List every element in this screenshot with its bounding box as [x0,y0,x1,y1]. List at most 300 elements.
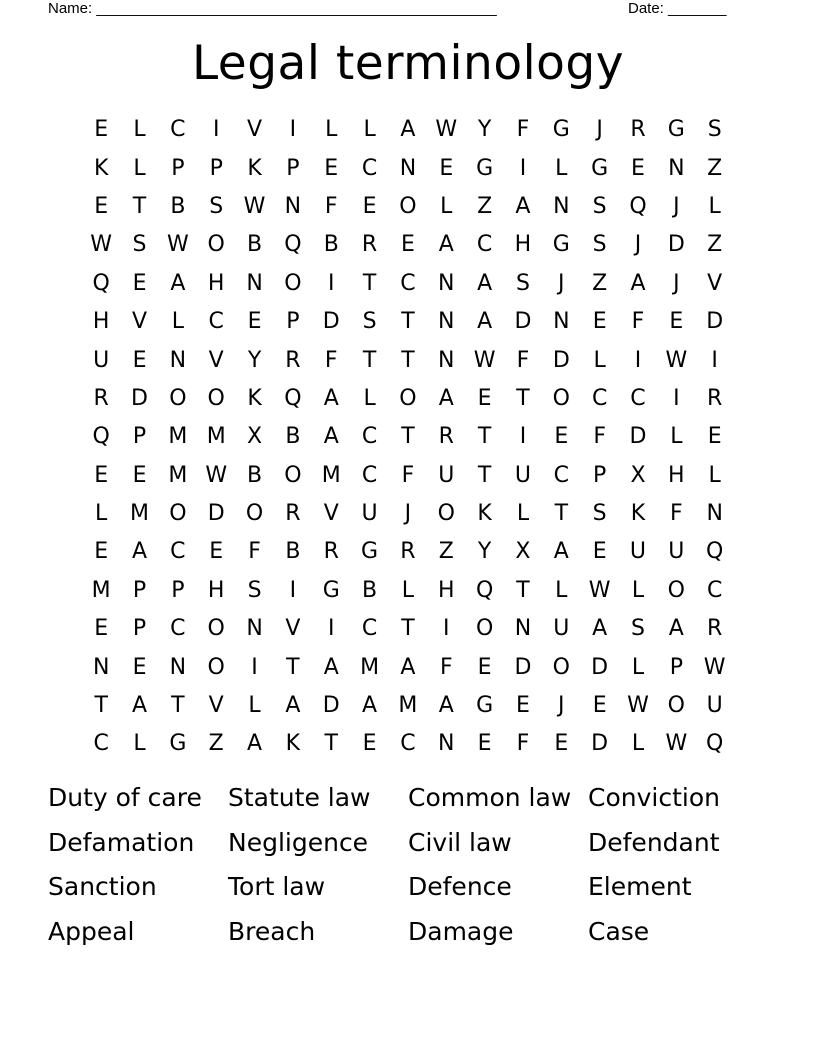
grid-cell: M [91,577,111,603]
grid-cell: N [246,270,263,296]
grid-cell: L [631,577,645,603]
grid-cell: V [208,347,224,373]
grid-cell: E [477,654,492,680]
grid-cell: O [552,654,570,680]
grid-cell: O [245,501,264,527]
grid-cell: L [133,731,146,757]
grid-row [82,687,734,725]
word-bank-item: Defendant [588,827,720,857]
grid-cell: M [398,693,418,719]
grid-cell: C [400,731,416,757]
grid-cell: T [362,347,377,373]
grid-cell: A [131,539,148,565]
grid-cell: P [132,424,147,450]
grid-cell: P [286,309,300,335]
grid-cell: N [553,309,570,335]
grid-cell: X [515,539,531,565]
grid-cell: L [440,193,453,219]
grid-cell: A [477,270,493,296]
grid-cell: G [361,539,379,565]
grid-cell: N [246,616,263,642]
grid-cell: N [438,270,455,296]
grid-cell: L [555,577,568,603]
grid-row [82,610,734,648]
grid-cell: N [514,616,532,642]
word-bank-item: Statute law [228,783,371,812]
grid-cell: W [166,232,189,258]
grid-cell: E [132,347,147,373]
page-title: Legal terminology [191,36,625,91]
grid-cell: Q [92,424,110,450]
grid-cell: E [94,193,109,219]
grid-cell: A [285,693,301,719]
grid-cell: F [670,501,683,527]
grid-cell: E [94,462,109,488]
grid-cell: I [327,616,335,642]
grid-cell: W [665,347,688,373]
grid-cell: P [171,577,185,603]
grid-cell: L [133,117,146,143]
grid-cell: O [667,577,685,603]
grid-row [82,380,734,418]
grid-cell: Z [707,232,723,258]
grid-cell: D [131,385,148,411]
grid-cell: I [251,654,258,680]
grid-cell: J [673,193,680,219]
grid-cell: E [592,539,607,565]
grid-cell: B [362,577,378,603]
grid-cell: Z [592,270,608,296]
word-bank-item: Sanction [48,872,157,902]
grid-cell: R [438,424,454,450]
grid-cell: E [324,155,339,181]
grid-row [82,188,734,226]
grid-row [82,303,734,341]
grid-cell: D [514,654,532,680]
word-bank-item: Duty of care [48,783,202,812]
grid-cell: E [554,424,569,450]
grid-cell: N [169,347,187,373]
grid-cell: R [323,539,339,565]
grid-row [82,418,734,456]
grid-cell: B [247,462,263,488]
grid-cell: S [132,232,147,258]
grid-cell: S [592,501,607,527]
grid-cell: E [132,270,147,296]
grid-cell: I [634,347,642,373]
grid-cell: O [475,616,494,642]
grid-cell: A [668,616,684,642]
grid-cell: T [286,654,300,680]
grid-cell: L [133,155,146,181]
grid-cell: Z [208,731,224,757]
grid-cell: M [130,501,149,527]
grid-cell: C [706,577,723,603]
grid-cell: C [361,155,378,181]
grid-cell: T [554,501,569,527]
word-bank-item: Common law [408,783,572,812]
grid-cell: E [669,309,684,335]
grid-cell: F [324,347,338,373]
grid-cell: A [170,270,186,296]
grid-cell: V [285,616,301,642]
grid-cell: E [400,232,415,258]
grid-cell: Q [284,232,302,258]
grid-cell: A [323,424,339,450]
grid-row [82,226,734,264]
grid-cell: C [553,462,569,488]
grid-cell: E [94,616,109,642]
grid-cell: A [131,693,148,719]
grid-cell: E [631,155,645,181]
grid-cell: E [132,462,147,488]
grid-cell: F [324,193,338,219]
grid-cell: E [247,309,262,335]
grid-cell: N [284,193,302,219]
grid-cell: E [516,693,530,719]
grid-cell: N [399,155,417,181]
grid-cell: R [630,117,646,143]
grid-cell: U [706,693,723,719]
grid-cell: T [477,462,492,488]
grid-cell: I [711,347,718,373]
grid-cell: S [592,193,607,219]
grid-row [82,265,734,303]
grid-cell: L [670,424,683,450]
grid-cell: D [322,693,340,719]
grid-cell: P [171,155,185,181]
grid-cell: Q [629,193,647,219]
grid-cell: G [322,577,340,603]
grid-cell: W [90,232,113,258]
grid-cell: J [404,501,412,527]
grid-cell: X [247,424,263,450]
grid-cell: A [592,616,608,642]
grid-cell: J [558,270,565,296]
grid-cell: L [401,577,415,603]
grid-cell: B [247,232,263,258]
grid-cell: B [170,193,186,219]
name-field[interactable]: Name: ________________________________________________ [48,0,497,17]
word-bank-item: Civil law [408,827,512,857]
grid-cell: L [325,117,338,143]
grid-cell: O [437,501,455,527]
grid-cell: O [207,616,225,642]
grid-cell: H [207,577,225,603]
grid-cell: L [631,654,645,680]
grid-cell: I [519,424,527,450]
grid-cell: W [665,731,688,757]
grid-cell: V [707,270,723,296]
grid-cell: J [596,117,603,143]
grid-cell: L [171,309,184,335]
grid-cell: G [169,731,187,757]
grid-cell: D [322,309,340,335]
grid-cell: N [438,731,455,757]
grid-cell: E [362,731,377,757]
grid-row [82,533,734,571]
grid-cell: R [361,232,378,258]
word-bank [48,777,768,956]
grid-cell: N [92,654,110,680]
grid-cell: M [168,462,188,488]
grid-cell: N [438,309,455,335]
grid-cell: R [707,616,723,642]
grid-cell: Q [706,539,724,565]
grid-cell: P [286,155,300,181]
grid-cell: M [206,424,226,450]
grid-cell: O [207,232,225,258]
grid-cell: E [707,424,722,450]
grid-cell: V [131,309,148,335]
grid-cell: A [247,731,263,757]
grid-cell: A [477,309,493,335]
grid-cell: Z [707,155,723,181]
grid-cell: W [473,347,496,373]
grid-cell: D [629,424,647,450]
grid-cell: D [514,309,532,335]
grid-row [82,648,734,686]
grid-cell: T [171,693,185,719]
word-bank-item: Defence [408,872,512,902]
grid-cell: P [593,462,607,488]
grid-cell: O [207,654,225,680]
grid-cell: F [516,731,530,757]
grid-cell: Q [92,270,110,296]
grid-cell: T [401,424,415,450]
grid-cell: Q [475,577,494,603]
grid-cell: A [515,193,531,219]
grid-cell: Z [477,193,493,219]
letter-grid [82,111,734,764]
grid-cell: T [94,693,108,719]
grid-cell: S [592,232,607,258]
grid-cell: T [401,309,415,335]
grid-cell: G [552,232,570,258]
grid-cell: A [438,693,454,719]
grid-cell: Z [438,539,454,565]
grid-cell: R [400,539,416,565]
word-bank-item: Conviction [588,783,720,812]
grid-row [82,149,734,187]
grid-cell: T [362,270,377,296]
grid-cell: F [516,347,530,373]
word-bank-item: Defamation [48,827,195,857]
grid-cell: W [703,654,726,680]
grid-cell: C [630,385,646,411]
grid-cell: P [669,654,683,680]
grid-cell: K [247,385,262,411]
grid-cell: O [207,385,225,411]
grid-cell: T [477,424,492,450]
grid-cell: R [285,501,301,527]
grid-cell: T [401,347,415,373]
grid-cell: E [592,693,607,719]
grid-cell: Q [284,385,302,411]
grid-cell: O [399,193,417,219]
grid-cell: O [399,385,417,411]
grid-cell: L [631,731,645,757]
grid-cell: V [247,117,263,143]
grid-cell: E [477,731,492,757]
grid-cell: C [170,539,186,565]
grid-cell: G [476,155,494,181]
grid-cell: G [667,117,685,143]
grid-cell: Q [706,731,724,757]
grid-cell: B [323,232,339,258]
grid-cell: X [630,462,646,488]
grid-row [82,495,734,533]
grid-cell: G [591,155,609,181]
grid-cell: R [93,385,109,411]
grid-cell: O [552,385,570,411]
grid-cell: S [515,270,530,296]
grid-cell: S [631,616,645,642]
grid-cell: D [706,309,724,335]
grid-cell: F [248,539,261,565]
grid-row [82,725,734,763]
grid-cell: C [476,232,493,258]
grid-cell: M [321,462,341,488]
grid-cell: H [514,232,532,258]
word-bank-item: Damage [408,917,514,947]
grid-cell: N [553,193,570,219]
grid-cell: H [437,577,455,603]
grid-cell: F [631,309,645,335]
grid-cell: B [285,539,301,565]
grid-cell: I [212,117,220,143]
grid-cell: U [514,462,531,488]
grid-cell: H [92,309,110,335]
grid-cell: I [289,117,297,143]
grid-cell: B [285,424,301,450]
grid-cell: K [247,155,262,181]
grid-cell: U [438,462,455,488]
grid-cell: W [205,462,228,488]
grid-cell: E [362,193,377,219]
grid-cell: U [629,539,647,565]
word-bank-item: Element [588,872,692,902]
grid-cell: T [324,731,338,757]
grid-cell: L [708,193,721,219]
grid-cell: E [132,654,147,680]
grid-cell: F [593,424,606,450]
grid-cell: W [627,693,649,719]
grid-cell: A [400,654,416,680]
grid-cell: L [516,501,530,527]
grid-cell: U [361,501,378,527]
grid-cell: K [285,731,301,757]
grid-cell: M [168,424,188,450]
grid-cell: S [209,193,224,219]
grid-cell: N [438,347,455,373]
grid-cell: N [169,654,187,680]
grid-cell: D [591,654,609,680]
grid-cell: C [361,616,378,642]
grid-cell: F [401,462,415,488]
grid-cell: L [95,501,108,527]
grid-cell: J [673,270,680,296]
grid-cell: T [401,616,415,642]
grid-cell: O [169,385,187,411]
grid-cell: V [323,501,339,527]
grid-cell: I [327,270,335,296]
grid-cell: G [476,693,494,719]
grid-cell: L [593,347,606,373]
grid-cell: G [552,117,570,143]
grid-cell: Y [247,347,262,373]
grid-cell: A [438,385,454,411]
grid-cell: Y [477,539,492,565]
grid-cell: L [708,462,721,488]
grid-row [82,111,734,149]
grid-cell: W [243,193,266,219]
grid-cell: S [362,309,377,335]
grid-cell: E [94,539,109,565]
grid-cell: K [630,501,646,527]
grid-cell: C [361,424,378,450]
grid-cell: C [93,731,109,757]
grid-cell: C [208,309,224,335]
grid-cell: J [558,693,565,719]
grid-cell: V [208,693,224,719]
grid-cell: A [400,117,416,143]
grid-cell: U [668,539,685,565]
word-bank-item: Tort law [228,872,326,902]
grid-cell: C [170,117,186,143]
grid-cell: C [591,385,608,411]
grid-cell: P [132,577,147,603]
grid-cell: P [209,155,223,181]
grid-cell: T [516,577,530,603]
grid-cell: F [516,117,530,143]
grid-cell: T [132,193,147,219]
grid-cell: W [435,117,458,143]
grid-cell: E [477,385,492,411]
grid-cell: N [668,155,685,181]
word-bank-item: Appeal [48,917,135,947]
grid-row [82,572,734,610]
grid-cell: D [552,347,570,373]
grid-cell: H [668,462,685,488]
date-field[interactable]: Date: _______ [628,0,727,17]
grid-cell: E [592,309,607,335]
grid-cell: D [591,731,609,757]
grid-cell: O [284,462,302,488]
header [48,0,768,20]
grid-cell: N [706,501,723,527]
grid-cell: L [363,385,376,411]
grid-cell: O [169,501,187,527]
grid-cell: D [207,501,225,527]
grid-cell: C [361,462,378,488]
grid-cell: U [553,616,570,642]
grid-cell: A [438,232,454,258]
grid-row [82,341,734,379]
grid-cell: H [207,270,225,296]
word-bank-item: Case [588,917,650,947]
grid-cell: F [439,654,453,680]
grid-cell: Y [477,117,492,143]
grid-row [82,457,734,495]
grid-cell: I [289,577,297,603]
grid-cell: I [443,616,450,642]
word-bank-item: Negligence [228,827,369,857]
grid-cell: O [667,693,685,719]
grid-cell: A [362,693,378,719]
grid-cell: A [323,654,339,680]
grid-cell: R [285,347,301,373]
